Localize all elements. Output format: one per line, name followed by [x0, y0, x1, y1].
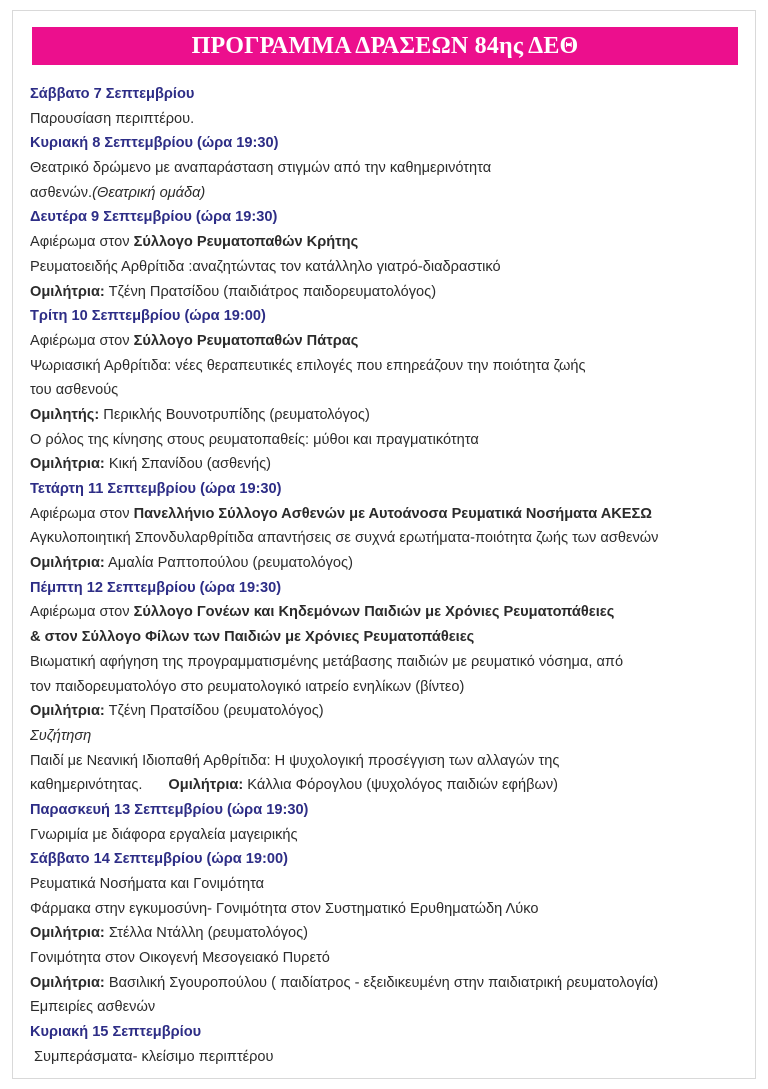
dedication-prefix: Αφιέρωμα στον	[30, 604, 134, 621]
event-line: Παιδί με Νεανική Ιδιοπαθή Αρθρίτιδα: Η ψυχολογική προσέγγιση των αλλαγών της	[30, 752, 560, 769]
speaker-label: Ομιλήτρια:	[30, 974, 105, 991]
speaker-name: Κάλλια Φόρογλου (ψυχολόγος παιδιών εφήβων)	[243, 777, 559, 794]
discussion-line: Συζήτηση	[30, 727, 92, 744]
event-line: Ρευματοειδής Αρθρίτιδα :αναζητώντας τον κατάλληλο γιατρό-διαδραστικό	[30, 258, 501, 275]
speaker-label: Ομιλήτρια:	[30, 703, 105, 720]
event-note: (Θεατρική ομάδα)	[92, 184, 206, 201]
event-line: του ασθενούς	[30, 382, 119, 399]
day-heading: Τρίτη 10 Σεπτεμβρίου (ώρα 19:00)	[30, 308, 266, 325]
event-line: Βιωματική αφήγηση της προγραμματισμένης μετάβασης παιδιών με ρευματικό νόσημα, από	[30, 653, 624, 670]
dedication-prefix: Αφιέρωμα στον	[30, 234, 134, 251]
day-heading: Κυριακή 8 Σεπτεμβρίου (ώρα 19:30)	[30, 135, 279, 152]
event-line: Συμπεράσματα- κλείσιμο περιπτέρου	[34, 1048, 274, 1065]
page-title: ΠΡΟΓΡΑΜΜΑ ΔΡΑΣΕΩΝ 84ης ΔΕΘ	[191, 32, 579, 59]
event-line: Εμπειρίες ασθενών	[30, 999, 156, 1016]
speaker-name: Στέλλα Ντάλλη (ρευματολόγος)	[104, 925, 308, 942]
speaker-label: Ομιλήτρια:	[30, 456, 105, 473]
speaker-label: Ομιλήτρια:	[30, 283, 105, 300]
association-name: & στον Σύλλογο Φίλων των Παιδιών με Χρόνιες Ρευματοπάθειες	[30, 629, 475, 646]
dedication-prefix: Αφιέρωμα στον	[30, 505, 134, 522]
speaker-line	[30, 921, 750, 946]
event-line: Ρευματικά Νοσήματα και Γονιμότητα	[30, 876, 265, 892]
event-line: Αγκυλοποιητική Σπονδυλαρθρίτιδα απαντήσεις σε συχνά ερωτήματα-ποιότητα ζωής των ασθενών	[30, 530, 659, 547]
day-heading: Δευτέρα 9 Σεπτεμβρίου (ώρα 19:30)	[30, 209, 278, 226]
speaker-name: Βασιλική Σγουροπούλου ( παιδίατρος - εξειδικευμένη στην παιδιατρική ρευματολογία)	[104, 974, 659, 991]
speaker-line	[30, 452, 750, 477]
day-heading: Παρασκευή 13 Σεπτεμβρίου (ώρα 19:30)	[30, 801, 309, 818]
speaker-label: Ομιλήτρια:	[30, 925, 105, 942]
speaker-name: Τζένη Πρατσίδου (ρευματολόγος)	[104, 703, 324, 720]
event-line: Φάρμακα στην εγκυμοσύνη- Γονιμότητα στον Συστηματικό Ερυθηματώδη Λύκο	[30, 900, 539, 917]
title-banner	[32, 27, 738, 65]
association-name: Σύλλογο Γονέων και Κηδεμόνων Παιδιών με Χρόνιες Ρευματοπάθειες	[133, 604, 615, 621]
speaker-label: Ομιλητής:	[30, 406, 100, 423]
speaker-name: Κική Σπανίδου (ασθενής)	[104, 456, 271, 473]
event-line	[30, 773, 750, 798]
speaker-name: Τζένη Πρατσίδου (παιδιάτρος παιδορευματολόγος)	[104, 283, 437, 300]
event-line: Παρουσίαση περιπτέρου.	[30, 110, 195, 127]
dedication-line	[30, 600, 750, 625]
event-text: ασθενών.	[30, 184, 93, 201]
association-name: Σύλλογο Ρευματοπαθών Πάτρας	[133, 332, 359, 349]
event-line: Ψωριασική Αρθρίτιδα: νέες θεραπευτικές επιλογές που επηρεάζουν την ποιότητα ζωής	[30, 357, 586, 374]
day-heading: Σάββατο 7 Σεπτεμβρίου	[30, 86, 195, 102]
event-line: Γνωριμία με διάφορα εργαλεία μαγειρικής	[30, 826, 298, 843]
day-heading: Κυριακή 15 Σεπτεμβρίου	[30, 1024, 202, 1041]
speaker-line	[30, 971, 750, 996]
speaker-label: Ομιλήτρια:	[30, 555, 105, 572]
day-heading: Πέμπτη 12 Σεπτεμβρίου (ώρα 19:30)	[30, 579, 282, 596]
speaker-line	[30, 403, 750, 428]
dedication-prefix: Αφιέρωμα στον	[30, 332, 134, 349]
association-name: Σύλλογο Ρευματοπαθών Κρήτης	[133, 234, 359, 251]
event-line: Γονιμότητα στον Οικογενή Μεσογειακό Πυρετό	[30, 950, 330, 967]
dedication-line	[30, 230, 750, 255]
speaker-line	[30, 551, 750, 576]
speaker-label: Ομιλήτρια:	[168, 777, 244, 794]
speaker-name: Αμαλία Ραπτοπούλου (ρευματολόγος)	[104, 555, 353, 572]
dedication-line	[30, 502, 750, 527]
dedication-line	[30, 329, 750, 354]
speaker-name: Περικλής Βουνοτρυπίδης (ρευματολόγος)	[99, 406, 370, 423]
event-text: καθημερινότητας.	[30, 777, 143, 794]
speaker-line	[30, 280, 750, 305]
schedule-list	[30, 82, 750, 1070]
event-line: τον παιδορευματολόγο στο ρευματολογικό ιατρείο ενηλίκων (βίντεο)	[30, 678, 465, 695]
event-line: Θεατρικό δρώμενο με αναπαράσταση στιγμών από την καθημερινότητα	[30, 160, 492, 177]
day-heading: Τετάρτη 11 Σεπτεμβρίου (ώρα 19:30)	[30, 481, 282, 497]
event-line	[30, 181, 750, 206]
speaker-line	[30, 699, 750, 724]
association-name: Πανελλήνιο Σύλλογο Ασθενών με Αυτοάνοσα Ρευματικά Νοσήματα ΑΚΕΣΩ	[133, 505, 652, 522]
event-line: Ο ρόλος της κίνησης στους ρευματοπαθείς: μύθοι και πραγματικότητα	[30, 431, 479, 448]
day-heading: Σάββατο 14 Σεπτεμβρίου (ώρα 19:00)	[30, 851, 288, 868]
